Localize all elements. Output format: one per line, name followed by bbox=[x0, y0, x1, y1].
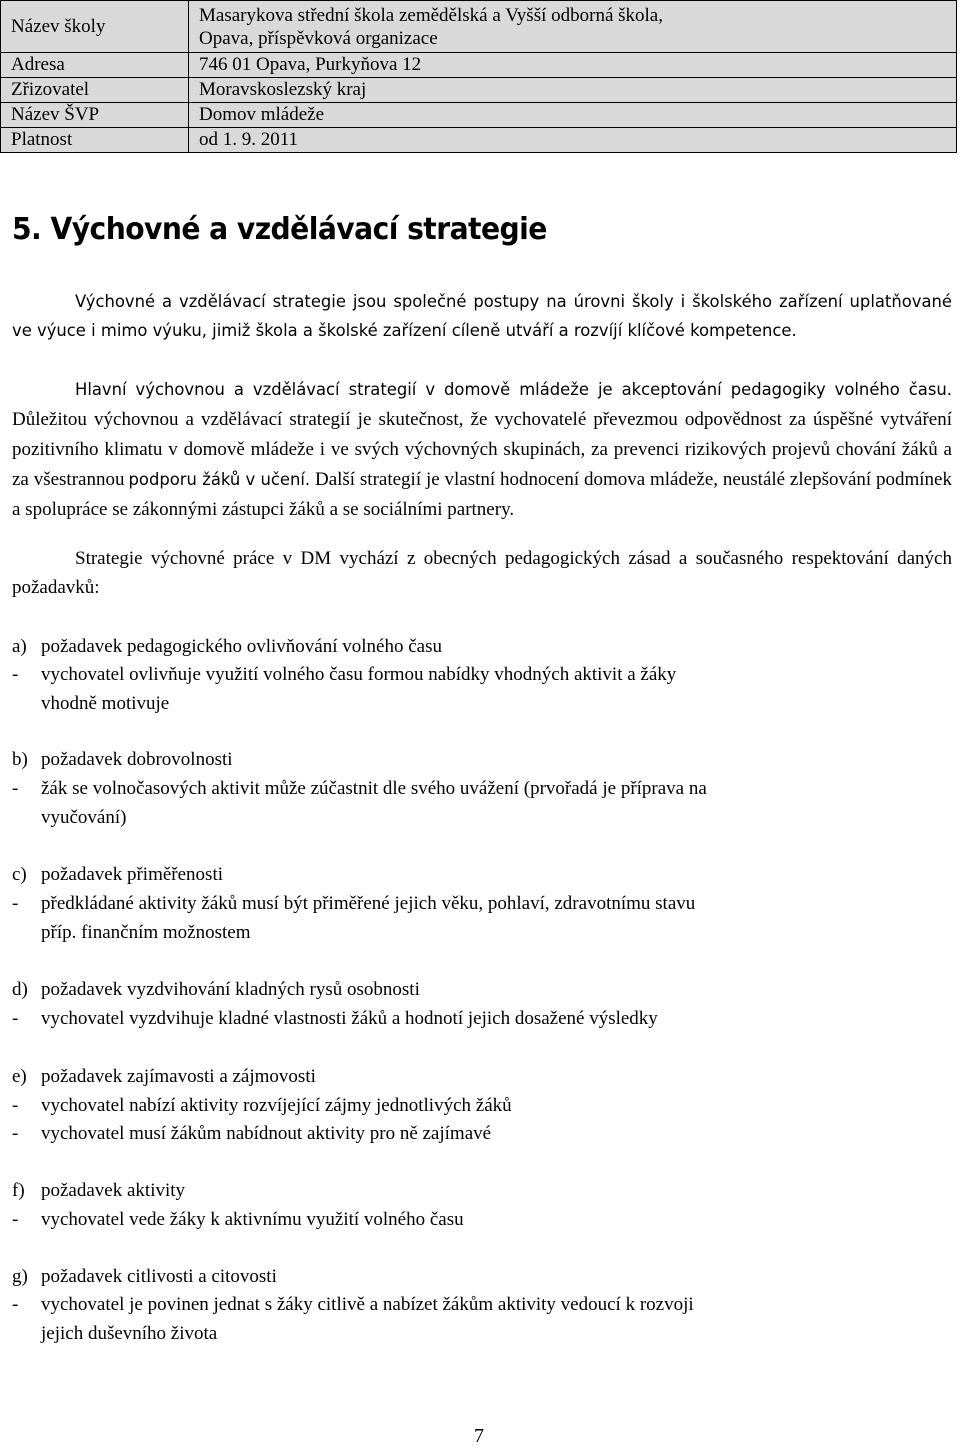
school-name-line-2: Opava, příspěvková organizace bbox=[199, 28, 438, 49]
requirement-item bbox=[12, 1176, 185, 1205]
requirements-intro-paragraph bbox=[12, 544, 952, 602]
requirement-marker: c) bbox=[12, 864, 27, 885]
requirement-point bbox=[12, 774, 952, 803]
requirement-point bbox=[12, 1205, 464, 1234]
dash-marker: - bbox=[12, 1123, 19, 1144]
intro-paragraph bbox=[12, 288, 952, 345]
strategy-paragraph-part-3: podporu žáků v učení. bbox=[128, 470, 311, 489]
page-number: 7 bbox=[474, 1425, 484, 1447]
requirement-point-text: vychovatel je povinen jednat s žáky citlivě a nabízet žákům aktivity vedoucí k rozvoji bbox=[41, 1294, 694, 1315]
dash-marker: - bbox=[12, 1294, 19, 1315]
requirement-point-text: žák se volnočasových aktivit může zúčastnit dle svého uvážení (prvořadá je příprava na bbox=[41, 778, 707, 799]
requirement-point-text: vychovatel vede žáky k aktivnímu využití volného času bbox=[41, 1209, 464, 1230]
strategy-paragraph bbox=[12, 375, 952, 525]
validity-label: Platnost bbox=[1, 128, 189, 153]
requirement-item bbox=[12, 632, 442, 661]
requirement-point bbox=[12, 1004, 658, 1033]
requirement-point bbox=[12, 1091, 512, 1120]
requirement-item bbox=[12, 745, 233, 774]
school-name-label: Název školy bbox=[1, 1, 189, 53]
strategy-paragraph-part-1: Hlavní výchovnou a vzdělávací strategií v domově mládeže je akceptování pedagogiky volného času. bbox=[75, 380, 952, 399]
requirement-point-text: vychovatel ovlivňuje využití volného času formou nabídky vhodných aktivit a žáky bbox=[41, 664, 677, 685]
program-name-value: Domov mládeže bbox=[189, 103, 957, 128]
requirement-title: požadavek dobrovolnosti bbox=[41, 749, 233, 770]
requirement-point-continuation: jejich duševního života bbox=[41, 1323, 218, 1344]
school-name-value bbox=[189, 1, 957, 53]
dash-marker: - bbox=[12, 1209, 19, 1230]
requirement-point-text: vychovatel vyzdvihuje kladné vlastnosti žáků a hodnotí jejich dosažené výsledky bbox=[41, 1008, 658, 1029]
requirement-title: požadavek vyzdvihování kladných rysů osobnosti bbox=[41, 979, 420, 1000]
requirement-point bbox=[12, 660, 952, 689]
founder-value: Moravskoslezský kraj bbox=[189, 78, 957, 103]
address-label: Adresa bbox=[1, 53, 189, 78]
requirements-intro-text: Strategie výchovné práce v DM vychází z obecných pedagogických zásad a současného respektování daných požadavků: bbox=[12, 548, 952, 598]
requirement-item bbox=[12, 975, 420, 1004]
program-name-label: Název ŠVP bbox=[1, 103, 189, 128]
requirement-point-text: vychovatel musí žákům nabídnout aktivity pro ně zajímavé bbox=[41, 1123, 492, 1144]
validity-value: od 1. 9. 2011 bbox=[189, 128, 957, 153]
requirement-title: požadavek zajímavosti a zájmovosti bbox=[41, 1066, 316, 1087]
intro-paragraph-text: Výchovné a vzdělávací strategie jsou společné postupy na úrovni školy i školského zařízení uplatňované ve výuce i mimo výuku, jimiž škola a školské zařízení cíleně utváří a rozvíjí klíčové kompetence. bbox=[12, 292, 952, 340]
strategy-paragraph-part-4: Další strategií je vlastní hodnocení domova mládeže, neustálé zlepšování podmínek a spolupráce se zákonnými zástupci žáků a se sociálními partnery. bbox=[12, 469, 952, 520]
section-heading: 5. Výchovné a vzdělávací strategie bbox=[12, 212, 547, 247]
dash-marker: - bbox=[12, 1095, 19, 1116]
dash-marker: - bbox=[12, 778, 19, 799]
school-info-table bbox=[0, 0, 957, 153]
requirement-item bbox=[12, 1262, 277, 1291]
founder-label: Zřizovatel bbox=[1, 78, 189, 103]
dash-marker: - bbox=[12, 1008, 19, 1029]
requirement-item bbox=[12, 1062, 316, 1091]
school-name-line-1: Masarykova střední škola zemědělská a Vyšší odborná škola, bbox=[199, 5, 663, 26]
requirement-marker: g) bbox=[12, 1266, 28, 1287]
address-value: 746 01 Opava, Purkyňova 12 bbox=[189, 53, 957, 78]
requirement-title: požadavek aktivity bbox=[41, 1180, 186, 1201]
requirement-point-continuation: příp. finančním možnostem bbox=[41, 922, 251, 943]
requirement-point-text: předkládané aktivity žáků musí být přiměřené jejich věku, pohlaví, zdravotnímu stavu bbox=[41, 893, 696, 914]
requirement-point bbox=[12, 889, 952, 918]
strategy-paragraph-part-2: Důležitou výchovnou a vzdělávací strategií je skutečnost, že vychovatelé převezmou odpovědnost za úspěšné vytváření pozitivního klimatu v domově mládeže i ve svých výchovných skupinách, za prevenci rizikových projevů chování žáků a za všestrannou bbox=[12, 409, 952, 490]
requirement-title: požadavek přiměřenosti bbox=[41, 864, 224, 885]
requirement-point bbox=[12, 1290, 952, 1319]
requirement-point bbox=[12, 1119, 491, 1148]
requirement-point-continuation: vhodně motivuje bbox=[41, 693, 170, 714]
requirement-point-text: vychovatel nabízí aktivity rozvíjející zájmy jednotlivých žáků bbox=[41, 1095, 512, 1116]
requirement-marker: b) bbox=[12, 749, 28, 770]
requirement-marker: d) bbox=[12, 979, 28, 1000]
requirement-title: požadavek pedagogického ovlivňování volného času bbox=[41, 636, 442, 657]
requirement-item bbox=[12, 860, 223, 889]
requirement-marker: f) bbox=[12, 1180, 25, 1201]
requirement-point-continuation: vyučování) bbox=[41, 807, 127, 828]
requirement-marker: e) bbox=[12, 1066, 27, 1087]
dash-marker: - bbox=[12, 664, 19, 685]
dash-marker: - bbox=[12, 893, 19, 914]
requirement-title: požadavek citlivosti a citovosti bbox=[41, 1266, 277, 1287]
requirement-marker: a) bbox=[12, 636, 27, 657]
